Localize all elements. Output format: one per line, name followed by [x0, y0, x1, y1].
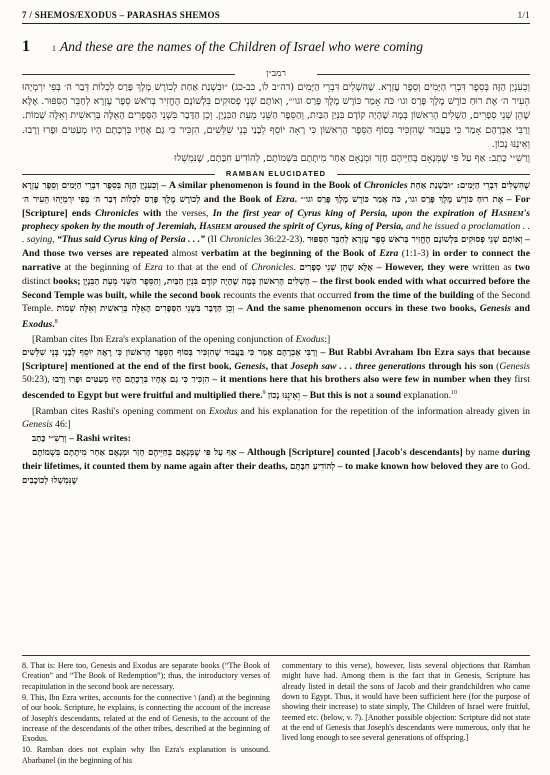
ramban-elucidated-header: RAMBAN ELUCIDATED [22, 169, 530, 178]
verse-line [22, 38, 530, 56]
hebrew-citation: לְהוֹדִיעַ חִבָּתָם [290, 461, 336, 472]
text-run: to that at the end of [162, 261, 252, 273]
text-run: Exodus [22, 318, 53, 330]
text-run: In the first year of Cyrus king of Persia, upon the expiration of H [212, 208, 499, 220]
text-run: – Rashi writes: [66, 432, 131, 444]
ramban-hebrew-text [22, 81, 530, 166]
text-run: through his son [425, 361, 494, 373]
text-run: two [514, 261, 530, 273]
verse-translation: And these are the names of the Children of Israel who were coming [60, 39, 423, 54]
text-run: Genesis [499, 361, 531, 373]
ramban-hebrew-paragraph: וְרַשִׁ״י כָּתַב: אַף עַל פִּי שֶׁמְּנָאָם בְּחַיֵּיהֶם חָזַר וּמְנָאָם אַחַר מִיתָתָם בִּשְׁמוֹתָם, לְהוֹדִיעַ חִבָּתָם, שֶׁנִּמְשְׁלוּ [174, 153, 530, 165]
text-run: 8 [54, 318, 58, 325]
hebrew-citation: אֶלָּא שֶׁהֵן שְׁנֵי סְפָרִים [299, 262, 373, 273]
text-run: (1:1-3) [398, 248, 433, 260]
text-run: 36:22-23). [261, 234, 308, 246]
text-run: books; [53, 275, 84, 287]
text-run: – Although [Scripture] counted [Jacob's descendants] [236, 446, 463, 458]
footnotes-left-column [22, 661, 270, 767]
text-run: Joseph saw . . . three generations [290, 361, 426, 373]
text-run: and the Book of [200, 194, 276, 206]
text-run: and [510, 302, 530, 314]
running-head [22, 10, 530, 24]
text-run: at the beginning of [60, 261, 145, 273]
hebrew-citation: וְאוֹתָם שְׁנֵי פְסוּקִים בִּלְשׁוֹנָם הֶחֱזִיר בְּרֹאשׁ סֵפֶר עֶזְרָא לְחַבֵּר הַסִּפּוּר [307, 235, 523, 246]
text-run: in order to connect the narrative [22, 248, 530, 273]
text-run: from the time of the building [353, 289, 474, 301]
footnotes [22, 655, 530, 767]
ramban-hebrew-paragraph: וְרַבִּי אַבְרָהָם אָמַר כִּי בַּעֲבוּר שֶׁהִזְכִּיר בְּסוֹף הַסֵּפֶר הָרִאשׁוֹן כִּי רָאָה יוֹסֵף לְבָנַי בְּנֵי שִׁלֵּשִׁים, הִזְכִּיר כִּי גַם אֶחָיו בִּרְכָתָם הָיוּ מְעַטִּים וּפָרוּ וְרָבוּ. וְאֵינֶנּוּ נָכוֹן. [22, 124, 530, 150]
text-run: Exodus [295, 333, 325, 345]
hebrew-citation: וְרַבִּי אַבְרָהָם אָמַר כִּי בַּעֲבוּר שֶׁהִזְכִּיר בְּסוֹף הַסֵּפֶר הָרִאשׁוֹן כִּי רָאָה יוֹסֵף לְבָנַי בְּנֵי שִׁלֵּשִׁים [22, 348, 318, 359]
ramban-header: רמב״ן [22, 68, 530, 79]
text-run: 50:23), [22, 374, 53, 386]
elucidated-paragraph [22, 346, 530, 403]
hebrew-citation: וְאֵינֶנּוּ נָכוֹן [267, 391, 301, 402]
text-run: Exodus [209, 406, 238, 418]
text-run: Chronicles [95, 208, 139, 220]
text-run: – it mentions here that his brothers also were few in number when they [209, 374, 512, 386]
text-run: distinct [22, 275, 54, 287]
text-run: a [367, 390, 377, 402]
verse-number: 1 [52, 44, 56, 53]
text-run: explanation. [401, 390, 452, 402]
chapter-number: 1 [22, 38, 30, 55]
text-run: sound [376, 390, 402, 402]
text-run: – A similar phenomenon is found in the Book of [158, 180, 364, 192]
text-run: – And those two verses are repeated [22, 234, 530, 260]
text-run: to God. [498, 460, 530, 472]
hebrew-citation: הִזְכִּיר כִּי גַם אֶחָיו בִּרְכָתָם הָיוּ מְעַטִּים וּפָרוּ וְרָבוּ [52, 375, 210, 386]
text-run: [Ramban cites Rashi's opening comment on [32, 406, 210, 418]
text-run: ( [493, 361, 500, 373]
footnote: commentary to this verse), however, lists several objections that Ramban might have had. Among them is the fact that in Genesis, Scripture has already listed in detail the sons of Jacob and their grandchildren who came down to Egypt. Thus, it would have been sufficient here (for the purpose of showing their increase) to state simply, The Children of Israel were fruitful, teemed etc. (below, v. 7). [Another possible objection: Scripture did not state at the end of Genesis that Joseph's descendants were numerous, only that he lived long enough to see several generations of offspring.] [282, 661, 530, 743]
text-run: and he issued a proclamation . . . saying, [22, 221, 531, 246]
text-run: , that [265, 361, 291, 373]
text-run: (II [205, 234, 220, 246]
text-run: . [294, 194, 297, 206]
text-run: Chronicles [364, 180, 408, 192]
text-run: “Thus said Cyrus king of Persia . . .” [57, 234, 205, 246]
text-run: – the first book ended with what occurred before the Second Temple was built, while the second book [22, 275, 530, 301]
text-run: – But this is not [300, 390, 368, 402]
text-run: 's prophecy spoken by the mouth of Jeremiah, H [22, 208, 530, 233]
text-run: . [293, 261, 300, 273]
hebrew-citation: הַשְׁלִים הָרִאשׁוֹן בְּמָה שֶׁהָיָה קוֹדֶם בִּנְיַן הַבַּיִת, וְהַסֵּפֶר הַשֵּׁנִי מֵעֵת הַבִּנְיָן [83, 276, 310, 287]
hebrew-citation: וְכֵן הַדָּבָר בִּשְׁנֵי הַסְּפָרִים הָאֵלֶּה בְּרֵאשִׁית וְאֵלֶּה שְׁמוֹת [56, 303, 235, 314]
text-run: first [511, 374, 530, 386]
running-head-title: 7 / SHEMOS/EXODUS – PARASHAS SHEMOS [22, 10, 221, 20]
text-run: the verses, [161, 208, 213, 220]
text-run: :] [324, 333, 331, 345]
text-run: Genesis [479, 302, 511, 314]
hebrew-citation: וְכֵעִנְיָן הַזֶּה בְּסֵפֶר דִּבְרֵי הַיָּמִים וְסֵפֶר עֶזְרָא [22, 181, 159, 192]
text-run: verbatim at the beginning of the Book of [201, 248, 380, 260]
hebrew-citation: שֶׁהִשְׁלִים דִּבְרֵי הַיָּמִים: ״וּבִשְׁנַת אַחַת לְכוֹרֶשׁ מֶלֶךְ פָּרַס לִכְלוֹת דְּבַר ה׳ בְּפִי יִרְמְיָהוּ הֵעִיר ה׳ [22, 181, 530, 206]
text-run: during their lifetimes, it counted them by name again after their deaths, [22, 446, 530, 472]
elucidated-paragraph [22, 446, 530, 488]
text-run: and his explanation for the repetition of the information already given in [237, 406, 530, 418]
text-run: Ezra [275, 194, 295, 206]
text-run: with [138, 208, 162, 220]
elucidated-paragraph [22, 179, 530, 331]
text-run: ashem [498, 208, 524, 220]
text-run: Genesis [234, 361, 266, 373]
text-run: Ezra [379, 248, 399, 260]
elucidated-bracket-note [22, 333, 530, 346]
text-run: – But Rabbi Avraham Ibn Ezra says that because [Scripture] mentioned at the end of the first book, [22, 347, 530, 373]
text-run: – For [Scripture] ends [22, 194, 531, 220]
text-run: recounts the events that occurred [220, 289, 354, 301]
text-run: of the Second Temple. [22, 289, 530, 314]
text-run: 10 [451, 390, 458, 397]
hebrew-citation: אֶת רוּחַ כּוֹרֶשׁ מֶלֶךְ פָּרַס וגו׳, כֹּה אָמַר כּוֹרֶשׁ מֶלֶךְ פָּרַס וגו׳״ [300, 195, 504, 206]
text-run: 46:] [52, 419, 71, 431]
text-run: [Ramban cites Ibn Ezra's explanation of the opening conjunction of [32, 333, 296, 345]
text-run: almost [168, 248, 202, 260]
hebrew-citation: שֶׁנִּמְשְׁלוּ לְכוֹכָבִים [22, 475, 78, 486]
text-run: – to make known how beloved they are [335, 460, 499, 472]
footnotes-right-column [282, 661, 530, 767]
hebrew-citation: אַף עַל פִּי שֶׁמְּנָאָם בְּחַיֵּיהֶם חָזַר וּמְנָאָם אַחַר מִיתָתָם בִּשְׁמוֹתָם [32, 447, 237, 458]
text-run: aroused the spirit of Cyrus, king of Persia, [231, 221, 404, 233]
footnote: 9. This, Ibn Ezra writes, accounts for the connective ו (and) at the beginning of our book. Scripture, he explains, is connecting the account of the increase of Joseph's descendants, related at the end of Genesis, to the account of the increase of the descendants of the other tribes, described at the beginning of Exodus. [22, 692, 271, 744]
elucidated-paragraph [22, 432, 530, 446]
elucidated-bracket-note [22, 405, 530, 431]
ramban-hebrew-paragraph: וְכֵעִנְיָן הַזֶּה בְּסֵפֶר דִּבְרֵי הַיָּמִים וְסֵפֶר עֶזְרָא. שֶׁהִשְׁלִים דִּבְרֵי הַיָּמִים (דה״ב לו, כב-כג) ״וּבִשְׁנַת אַחַת לְכוֹרֶשׁ מֶלֶךְ פָּרַס לִכְלוֹת דְּבַר ה׳ בְּפִי יִרְמְיָהוּ הֵעִיר ה׳ אֶת רוּחַ כּוֹרֶשׁ מֶלֶךְ פָּרַס וגו׳ כֹּה אָמַר כּוֹרֶשׁ מֶלֶךְ פָּרַס וגו׳״, וְאוֹתָם שְׁנֵי פְסוּקִים בִּלְשׁוֹנָם הֶחֱזִיר בְּרֹאשׁ סֵפֶר עֶזְרָא לְחַבֵּר הַסִּפּוּר. אֶלָּא שֶׁהֵן שְׁנֵי סְפָרִים, הַשְׁלִים הָרִאשׁוֹן בְּמָה שֶׁהָיָה קוֹדֶם בִּנְיַן הַבַּיִת, וְהַסֵּפֶר הַשֵּׁנִי מֵעֵת הַבִּנְיָן. וְכֵן הַדָּבָר בִּשְׁנֵי הַסְּפָרִים הָאֵלֶּה בְּרֵאשִׁית וְאֵלֶּה שְׁמוֹת. [22, 82, 530, 122]
text-run: by name [462, 446, 502, 458]
running-head-verse-ref: 1/1 [517, 10, 530, 20]
text-run: written as [468, 261, 515, 273]
text-run: ashem [206, 221, 232, 233]
text-run: Chronicles [251, 261, 294, 273]
hebrew-citation: וְרַשִׁ״י כָּתַב [32, 433, 67, 444]
text-run: – However, they were [372, 261, 469, 273]
text-run: Ezra [144, 261, 163, 273]
text-run: Genesis [22, 419, 53, 431]
footnote: 8. That is: Here too, Genesis and Exodus are separate books (“The Book of Creation” and “The Book of Redemption”); thus, the introductory verses of recapitulation in the second book are necessary. [22, 661, 270, 691]
text-run: 9 [262, 390, 266, 397]
text-run: Chronicles [219, 234, 262, 246]
text-run: . [52, 318, 55, 330]
ramban-elucidated-text [22, 179, 530, 488]
footnote: 10. Ramban does not explain why Ibn Ezra's explanation is unsound. Abarbanel (in the beginning of his [22, 745, 270, 765]
text-run: – And the same phenomenon occurs in these two books, [234, 302, 480, 314]
text-run: descended to Egypt but were fruitful and multiplied there. [22, 390, 263, 402]
